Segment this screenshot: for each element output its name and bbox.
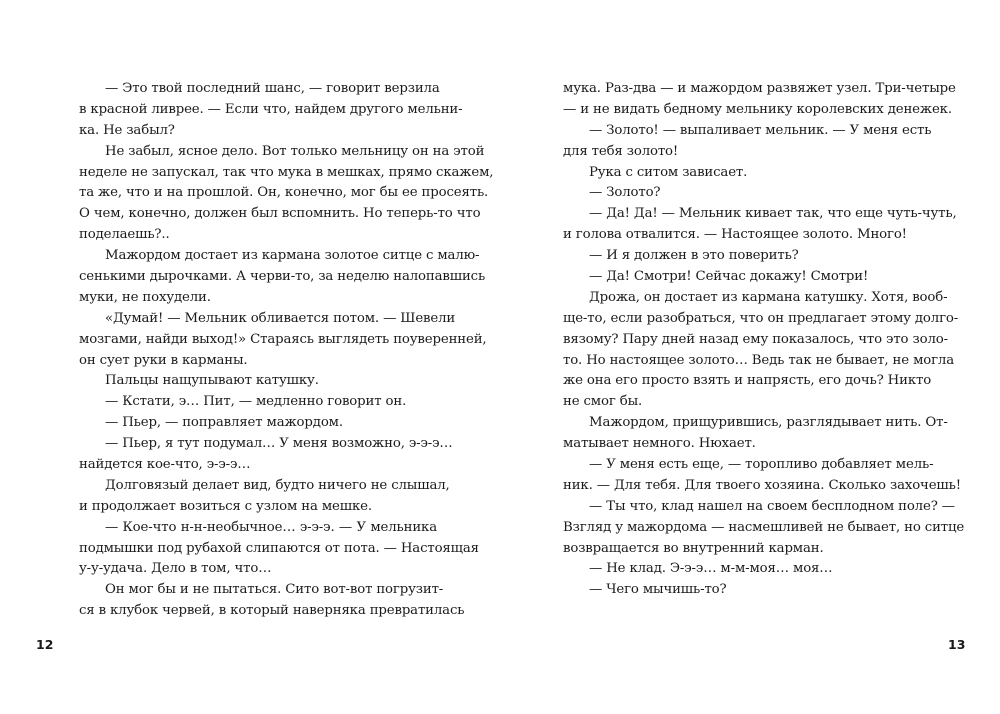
text-line: «Думай! — Мельник обливается потом. — Шевели: [105, 310, 456, 326]
text-line: Не забыл, ясное дело. Вот только мельницу он на этой: [105, 143, 485, 159]
text-line: же она его просто взять и напрясть, его дочь? Никто: [563, 373, 932, 389]
text-line: Рука с ситом зависает.: [589, 164, 748, 180]
text-line: — Золото! — выпаливает мельник. — У меня есть: [589, 122, 932, 138]
text-line: — Пьер, я тут подумал… У меня возможно, э-э-э…: [105, 436, 453, 452]
text-line: он сует руки в карманы.: [79, 352, 248, 368]
text-line: — У меня есть еще, — торопливо добавляет мель-: [589, 457, 934, 473]
text-line: и голова отвалится. — Настоящее золото. Много!: [563, 227, 907, 243]
text-line: Мажордом, прищурившись, разглядывает нить. От-: [589, 415, 948, 431]
right-text-column: [563, 79, 965, 601]
text-line: мозгами, найди выход!» Стараясь выглядеть поувереннeй,: [79, 331, 487, 347]
text-line: Долговязый делает вид, будто ничего не слышал,: [105, 477, 450, 493]
text-line: ще-то, если разобраться, что он предлагает этому долго-: [563, 310, 959, 326]
text-line: и продолжает возиться с узлом на мешке.: [79, 498, 372, 514]
text-line: ся в клубок червей, в который наверняка превратилась: [79, 603, 465, 619]
text-line: Взгляд у мажордома — насмешливей не бывает, но ситце: [563, 519, 965, 535]
text-line: подмышки под рубахой слипаются от пота. — Настоящая: [79, 540, 479, 556]
text-line: — Ты что, клад нашел на своем бесплодном поле? —: [589, 498, 955, 514]
text-line: — Чего мычишь-то?: [589, 582, 727, 598]
text-line: возвращается во внутренний карман.: [563, 540, 824, 556]
text-line: Дрожа, он достает из кармана катушку. Хотя, вооб-: [589, 289, 948, 305]
text-line: Мажордом достает из кармана золотое ситце с малю-: [105, 248, 480, 264]
page-number-right: 13: [948, 637, 966, 652]
text-line: — Кое-что н-н-необычное… э-э-э. — У мельника: [105, 519, 437, 535]
text-line: Он мог бы и не пытаться. Сито вот-вот погрузит-: [105, 582, 444, 598]
text-line: ник. — Для тебя. Для твоего хозяина. Сколько захочешь!: [563, 477, 961, 493]
text-line: — И я должен в это поверить?: [589, 248, 799, 264]
text-line: ка. Не забыл?: [79, 122, 175, 138]
text-line: вязому? Пару дней назад ему показалось, что это золо-: [563, 331, 948, 347]
text-line: — Золото?: [589, 185, 661, 201]
text-line: для тебя золото!: [563, 143, 679, 159]
text-line: — Да! Да! — Мельник кивает так, что еще чуть-чуть,: [589, 206, 957, 222]
text-line: мука. Раз-два — и мажордом развяжет узел. Три-четыре: [563, 81, 956, 96]
text-line: — Пьер, — поправляет мажордом.: [105, 415, 343, 431]
text-line: О чем, конечно, должен был вспомнить. Но теперь-то что: [79, 206, 481, 222]
right-page: [500, 0, 1000, 714]
text-line: неделе не запускал, так что мука в мешках, прямо скажем,: [79, 164, 494, 180]
text-line: не смог бы.: [563, 394, 643, 410]
text-line: найдется кое-что, э-э-э…: [79, 457, 251, 473]
text-line: — и не видать бедному мельнику королевских денежек.: [563, 101, 952, 117]
page-number-left: 12: [36, 637, 54, 652]
text-line: муки, не похудели.: [79, 289, 211, 305]
text-line: та же, что и на прошлой. Он, конечно, мог бы ее просеять.: [79, 185, 489, 201]
left-text-column: [79, 79, 494, 622]
text-line: в красной ливрее. — Если что, найдем другого мельни-: [79, 101, 463, 117]
text-line: — Да! Смотри! Сейчас докажу! Смотри!: [589, 269, 869, 285]
text-line: — Это твой последний шанс, — говорит верзила: [105, 81, 440, 96]
text-line: поделаешь?..: [79, 227, 170, 243]
text-line: у-у-удача. Дело в том, что…: [79, 561, 272, 577]
text-line: Пальцы нащупывают катушку.: [105, 373, 319, 389]
text-line: — Кстати, э… Пит, — медленно говорит он.: [105, 394, 407, 410]
text-line: — Не клад. Э-э-э… м-м-моя… моя…: [589, 561, 833, 577]
text-line: то. Но настоящее золото… Ведь так не бывает, не могла: [563, 352, 955, 368]
text-line: сенькими дырочками. А черви-то, за неделю налопавшись: [79, 269, 486, 285]
text-line: матывает немного. Нюхает.: [563, 436, 756, 452]
